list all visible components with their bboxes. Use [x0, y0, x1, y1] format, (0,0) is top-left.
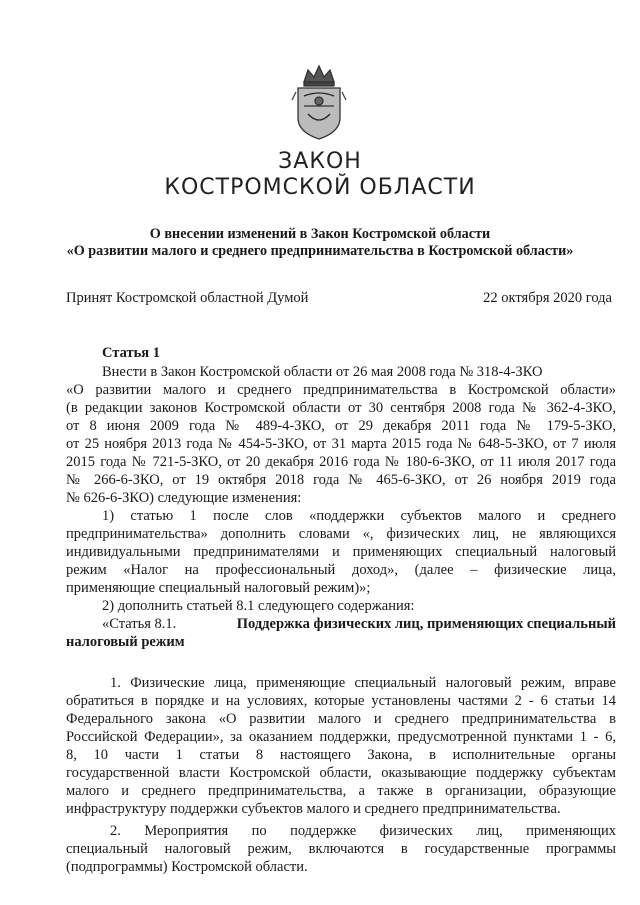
article-1-intro-line: № 626-6-ЗКО) следующие изменения: — [66, 490, 302, 506]
article-8-1-part-1-line: обратиться в порядке и на условиях, которые установлены частями 2 - 6 статьи 14 — [66, 693, 616, 709]
adoption-date: 22 октября 2020 года — [483, 290, 612, 306]
article-1-intro-line: 2015 года № 721-5-ЗКО, от 20 декабря 2016 года № 180-6-ЗКО, от 11 июля 2017 года — [66, 454, 616, 470]
item-1-line: применяющие специальный налоговый режим)»; — [66, 580, 371, 596]
article-1-intro-line: от 8 июня 2009 года № 489-4-ЗКО, от 29 декабря 2011 года № 179-5-ЗКО, — [66, 418, 616, 434]
article-1-intro-line: (в редакции законов Костромской области от 30 сентября 2008 года № 362-4-ЗКО, — [66, 400, 616, 416]
item-2-line: 2) дополнить статьей 8.1 следующего содержания: — [102, 598, 415, 614]
item-1-line: индивидуальными предпринимателями и применяющих специальный налоговый — [66, 544, 616, 560]
article-8-1-part-1-line: Российской Федерации», за оказанием поддержки, предусмотренной пунктами 1 - 6, — [66, 729, 616, 745]
law-title-line1: ЗАКОН — [278, 149, 362, 174]
new-article-8-1-title: Поддержка физических лиц, применяющих специальный — [236, 616, 616, 632]
article-1-intro-line: от 25 ноября 2013 года № 454-5-ЗКО, от 31 марта 2015 года № 648-5-ЗКО, от 7 июля — [66, 436, 616, 452]
item-1-line: 1) статью 1 после слов «поддержки субъектов малого и среднего — [102, 508, 616, 524]
article-8-1-part-1-line: 1. Физические лица, применяющие специальный налоговый режим, вправе — [110, 675, 616, 691]
article-1-intro-line: «О развитии малого и среднего предпринимательства в Костромской области» — [66, 382, 616, 398]
article-8-1-part-2-line: (подпрограммы) Костромской области. — [66, 859, 308, 875]
article-8-1-part-1-line: 8, 10 части 1 статьи 8 настоящего Закона, в исполнительные органы — [66, 747, 616, 763]
new-article-8-1-prefix: «Статья 8.1. — [102, 616, 177, 632]
article-1-intro-line: № 266-6-ЗКО, от 19 октября 2018 года № 465-6-ЗКО, от 26 ноября 2019 года — [66, 472, 616, 488]
article-1-intro-line: Внести в Закон Костромской области от 26 мая 2008 года № 318-4-ЗКО — [102, 364, 543, 380]
law-title-line2: КОСТРОМСКОЙ ОБЛАСТИ — [164, 175, 476, 200]
new-article-8-1-heading — [102, 615, 616, 633]
article-8-1-part-1-line: инфраструктуру поддержки субъектов малого и среднего предпринимательства. — [66, 801, 561, 817]
article-1-title: Статья 1 — [102, 345, 160, 361]
article-8-1-part-2-line: 2. Мероприятия по поддержке физических лиц, применяющих — [110, 823, 616, 839]
document-heading-line1: О внесении изменений в Закон Костромской области — [149, 226, 491, 242]
document-heading-line2: «О развитии малого и среднего предпринимательства в Костромской области» — [66, 243, 574, 259]
new-article-8-1-title-cont: налоговый режим — [66, 634, 185, 650]
item-1-line: режим «Налог на профессиональный доход», (далее – физические лица, — [66, 562, 616, 578]
adoption-statement: Принят Костромской областной Думой — [66, 290, 309, 306]
article-8-1-part-1-line: малого и среднего предпринимательства, а также в организации, образующие — [66, 783, 616, 799]
article-8-1-part-1-line: государственной власти Костромской области, оказывающие поддержку субъектам — [66, 765, 616, 781]
item-1-line: предпринимательства» дополнить словами «, физических лиц, не являющихся — [66, 526, 616, 542]
article-8-1-part-1-line: Федерального закона «О развитии малого и среднего предпринимательства в — [66, 711, 616, 727]
article-8-1-part-2-line: специальный налоговый режим, включаются в государственные программы — [66, 841, 616, 857]
coat-of-arms-emblem — [290, 62, 348, 142]
